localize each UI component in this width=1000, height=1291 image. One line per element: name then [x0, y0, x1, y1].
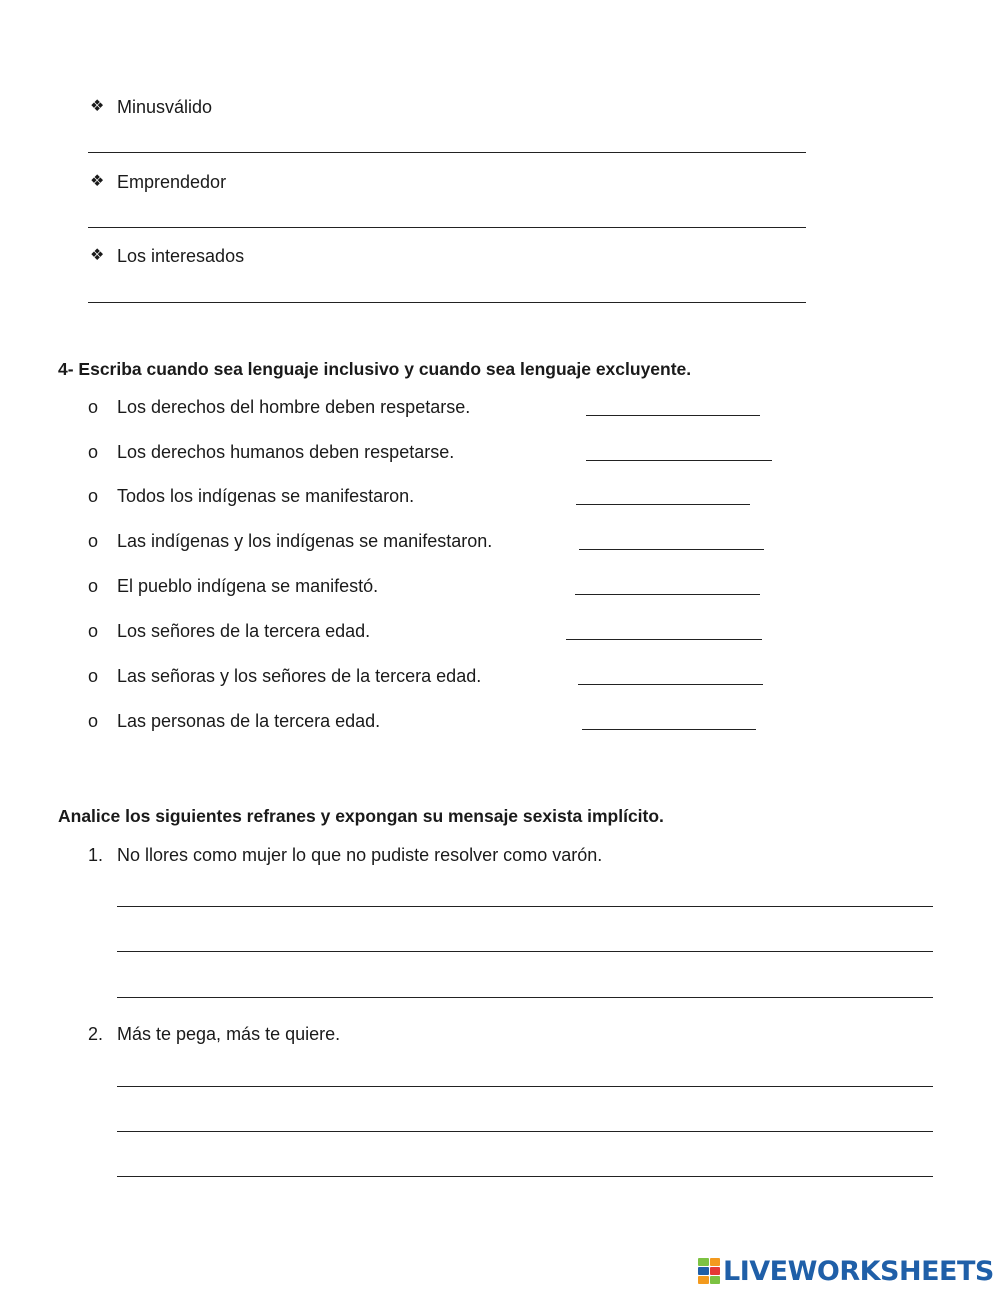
circle-bullet-icon: o — [88, 621, 99, 641]
answer-line[interactable] — [88, 152, 806, 153]
liveworksheets-logo — [698, 1256, 994, 1286]
logo-blocks-icon — [698, 1258, 720, 1284]
section5-title: Analice los siguientes refranes y expongan su mensaje sexista implícito. — [58, 806, 664, 826]
sentence-text: Los derechos del hombre deben respetarse. — [117, 397, 471, 417]
circle-bullet-icon: o — [88, 531, 99, 551]
answer-blank[interactable] — [566, 639, 762, 640]
answer-blank[interactable] — [575, 594, 760, 595]
diamond-bullet-icon: ❖ — [90, 173, 105, 190]
answer-line[interactable] — [117, 1176, 933, 1177]
answer-line[interactable] — [88, 227, 806, 228]
answer-line[interactable] — [117, 906, 933, 907]
logo-text: LIVEWORKSHEETS — [723, 1255, 994, 1287]
proverb-text: Más te pega, más te quiere. — [117, 1024, 341, 1044]
item-number: 1. — [88, 845, 104, 865]
circle-bullet-icon: o — [88, 397, 99, 417]
answer-line[interactable] — [117, 1131, 933, 1132]
answer-blank[interactable] — [576, 504, 750, 505]
diamond-bullet-icon: ❖ — [90, 247, 105, 264]
answer-line[interactable] — [88, 302, 806, 303]
circle-bullet-icon: o — [88, 442, 99, 462]
answer-blank[interactable] — [586, 415, 760, 416]
circle-bullet-icon: o — [88, 666, 99, 686]
sentence-text: Las indígenas y los indígenas se manifestaron. — [117, 531, 493, 551]
section4-title: 4- Escriba cuando sea lenguaje inclusivo y cuando sea lenguaje excluyente. — [58, 359, 692, 379]
answer-blank[interactable] — [579, 549, 764, 550]
term-label: Emprendedor — [117, 172, 227, 192]
answer-line[interactable] — [117, 1086, 933, 1087]
answer-blank[interactable] — [582, 729, 756, 730]
proverb-text: No llores como mujer lo que no pudiste resolver como varón. — [117, 845, 603, 865]
sentence-text: Las personas de la tercera edad. — [117, 711, 381, 731]
answer-line[interactable] — [117, 951, 933, 952]
answer-line[interactable] — [117, 997, 933, 998]
sentence-text: Los señores de la tercera edad. — [117, 621, 371, 641]
answer-blank[interactable] — [586, 460, 772, 461]
circle-bullet-icon: o — [88, 486, 99, 506]
diamond-bullet-icon: ❖ — [90, 98, 105, 115]
term-label: Minusválido — [117, 97, 213, 117]
sentence-text: El pueblo indígena se manifestó. — [117, 576, 379, 596]
sentence-text: Todos los indígenas se manifestaron. — [117, 486, 415, 506]
sentence-text: Los derechos humanos deben respetarse. — [117, 442, 455, 462]
answer-blank[interactable] — [578, 684, 763, 685]
circle-bullet-icon: o — [88, 576, 99, 596]
term-label: Los interesados — [117, 246, 245, 266]
sentence-text: Las señoras y los señores de la tercera edad. — [117, 666, 482, 686]
circle-bullet-icon: o — [88, 711, 99, 731]
item-number: 2. — [88, 1024, 104, 1044]
